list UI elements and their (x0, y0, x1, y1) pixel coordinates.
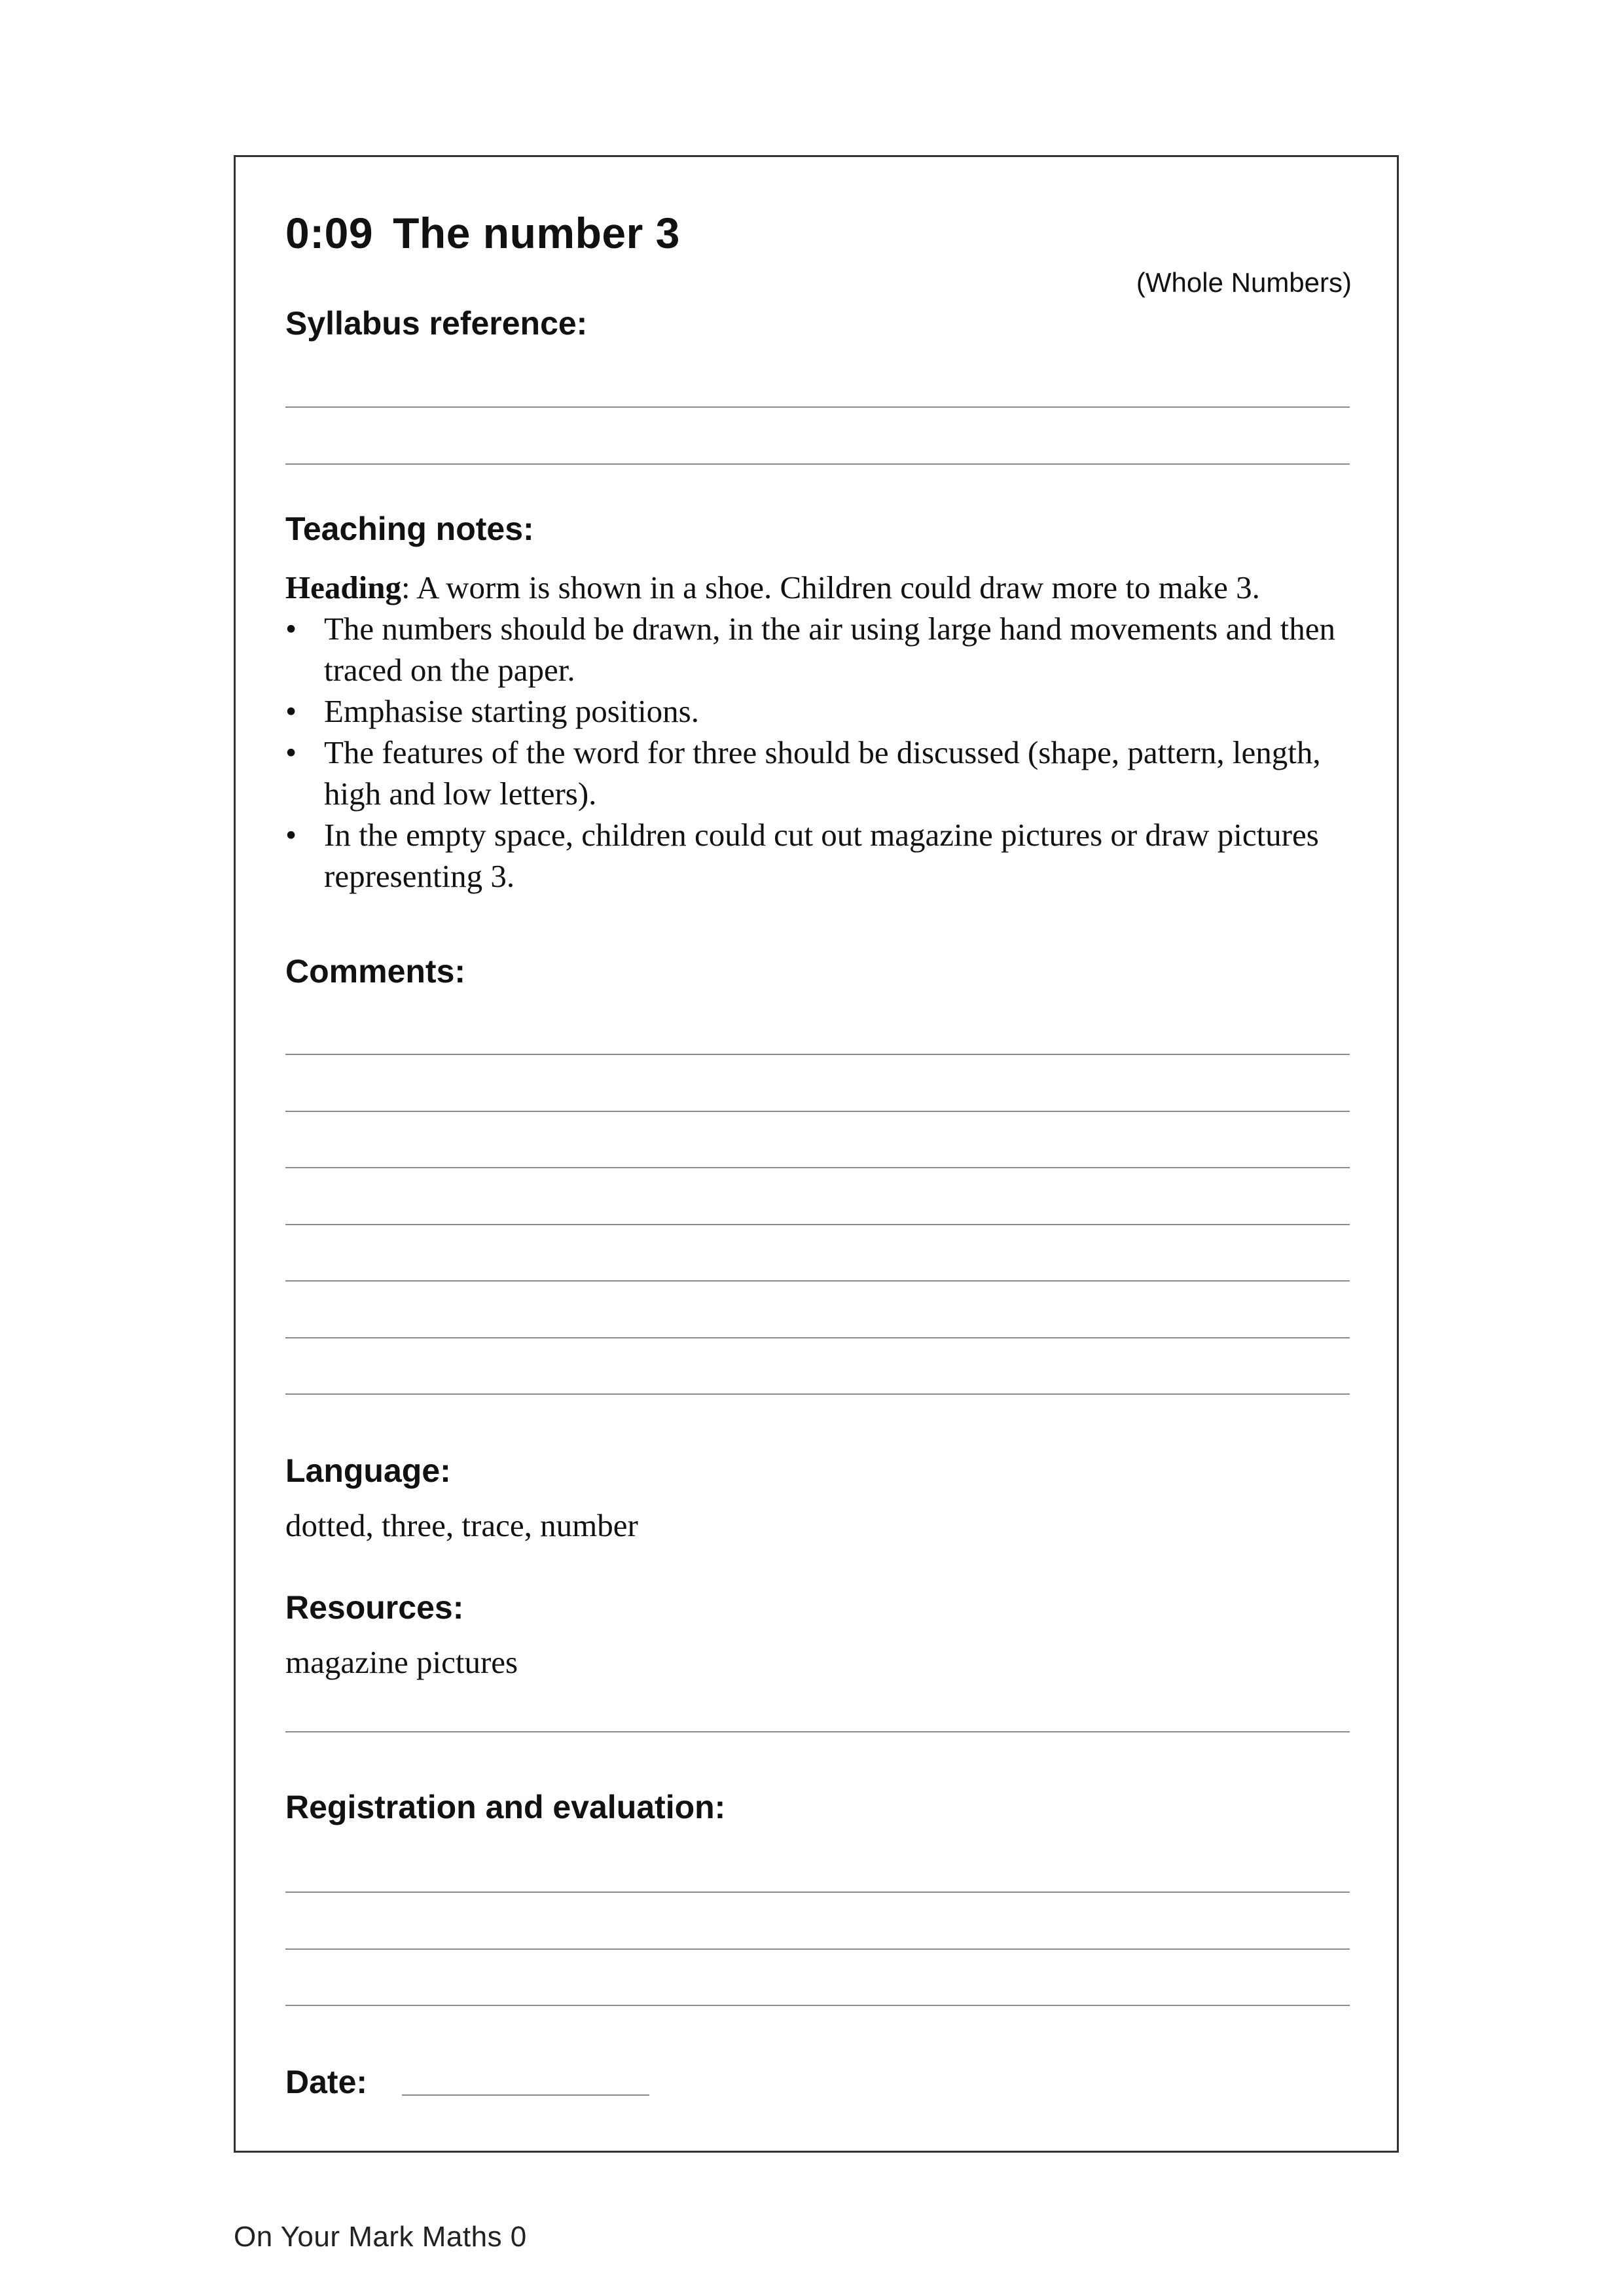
comments-line[interactable] (285, 1337, 1350, 1338)
syllabus-line[interactable] (285, 406, 1350, 408)
syllabus-reference-label: Syllabus reference: (285, 305, 588, 342)
teaching-notes-list (285, 608, 1359, 897)
comments-line[interactable] (285, 1393, 1350, 1395)
teaching-notes-label: Teaching notes: (285, 511, 534, 547)
bullet: • (285, 734, 297, 770)
language-label: Language: (285, 1452, 451, 1489)
resources-line[interactable] (285, 1731, 1350, 1732)
lesson-number: 0:09 (285, 209, 374, 257)
bullet: • (285, 611, 297, 647)
list-item-text: The numbers should be drawn, in the air using large hand movements and then traced on the paper. (324, 611, 1335, 688)
teaching-notes-heading (285, 567, 1359, 608)
list-item (285, 691, 1359, 732)
heading-text: : A worm is shown in a shoe. Children could draw more to make 3. (401, 569, 1260, 605)
resources-label: Resources: (285, 1589, 464, 1626)
teaching-notes-body (285, 567, 1359, 897)
heading-term: Heading (285, 569, 401, 605)
resources-items: magazine pictures (285, 1644, 518, 1680)
list-item-text: Emphasise starting positions. (324, 693, 699, 729)
registration-label: Registration and evaluation: (285, 1789, 726, 1825)
comments-line[interactable] (285, 1054, 1350, 1055)
page-footer: On Your Mark Maths 0 (234, 2221, 527, 2253)
registration-line[interactable] (285, 1892, 1350, 1893)
comments-line[interactable] (285, 1280, 1350, 1282)
date-field-line[interactable] (402, 2094, 649, 2096)
list-item (285, 814, 1359, 897)
comments-line[interactable] (285, 1167, 1350, 1168)
list-item-text: The features of the word for three should be discussed (shape, pattern, length, high and low letters). (324, 734, 1321, 812)
bullet: • (285, 693, 297, 729)
comments-line[interactable] (285, 1111, 1350, 1112)
language-words: dotted, three, trace, number (285, 1507, 638, 1543)
list-item-text: In the empty space, children could cut out magazine pictures or draw pictures representing 3. (324, 817, 1319, 894)
registration-line[interactable] (285, 2005, 1350, 2006)
comments-line[interactable] (285, 1224, 1350, 1225)
lesson-title: The number 3 (393, 209, 680, 257)
page-title (285, 208, 680, 258)
list-item (285, 732, 1359, 814)
comments-label: Comments: (285, 953, 466, 990)
date-label: Date: (285, 2064, 368, 2100)
worksheet-frame (234, 155, 1399, 2153)
list-item (285, 608, 1359, 691)
syllabus-line[interactable] (285, 463, 1350, 465)
bullet: • (285, 817, 297, 853)
registration-line[interactable] (285, 1948, 1350, 1950)
category-label: (Whole Numbers) (1136, 267, 1352, 298)
